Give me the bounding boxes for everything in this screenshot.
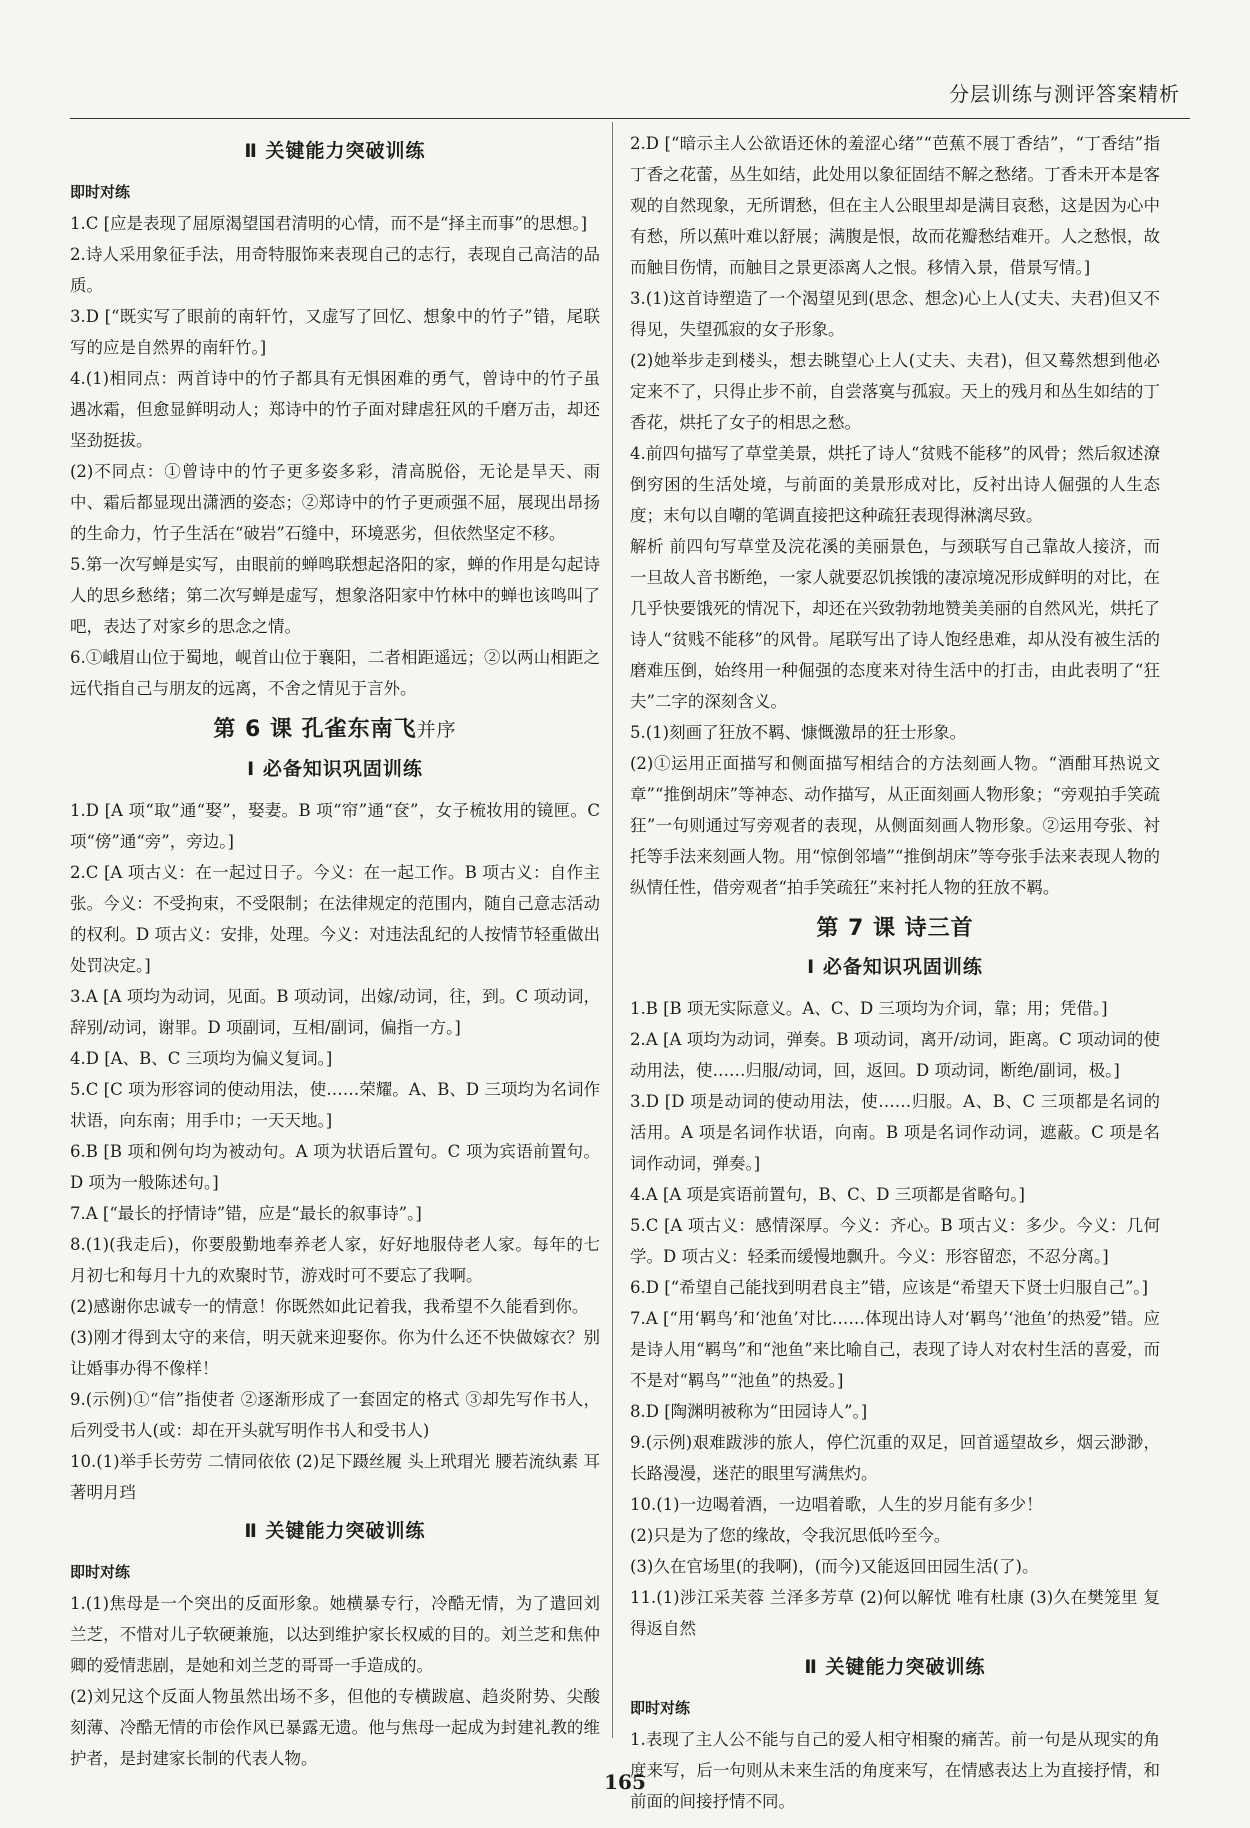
answer-item: (2)她举步走到楼头，想去眺望心上人(丈夫、夫君)，但又蓦然想到他必定来不了，只得止步不前，自尝落寞与孤寂。天上的残月和丛生如结的丁香花，烘托了女子的相思之愁。: [630, 351, 1160, 432]
lesson-title-text: 第 6 课 孔雀东南飞: [213, 717, 417, 742]
answer-item: (2)不同点：①曾诗中的竹子更多姿多彩，清高脱俗，无论是旱天、雨中、霜后都显现出潇洒的姿态；②郑诗中的竹子更顽强不屈，展现出昂扬的生命力，竹子生活在“破岩”石缝中，环境恶劣，但依然坚定不移。: [70, 462, 600, 543]
lesson-title: [70, 714, 600, 746]
column-divider: [612, 122, 613, 1738]
answer-item: 10.(1)举手长劳劳 二情同依依 (2)足下蹑丝履 头上玳瑁光 腰若流纨素 耳著明月珰: [70, 1452, 600, 1502]
answer-item: (3)久在官场里(的我啊)，(而今)又能返回田园生活(了)。: [630, 1557, 1039, 1576]
section-title: Ⅰ 必备知识巩固训练: [807, 956, 983, 978]
answer-item: 4.(1)相同点：两首诗中的竹子都具有无惧困难的勇气，曾诗中的竹子虽遇冰霜，但愈显鲜明动人；郑诗中的竹子面对肆虐狂风的千磨万击，却还坚劲挺拔。: [70, 369, 600, 450]
answer-list: [630, 128, 1160, 903]
answer-item: 6.B [B 项和例句均为被动句。A 项为状语后置句。C 项为宾语前置句。D 项为一般陈述句。]: [70, 1142, 600, 1192]
answer-item: 4.A [A 项是宾语前置句，B、C、D 三项都是省略句。]: [630, 1185, 1025, 1204]
running-head: 分层训练与测评答案精析: [949, 82, 1180, 106]
section-title: Ⅱ 关键能力突破训练: [244, 140, 426, 162]
answer-item: (2)只是为了您的缘故，令我沉思低吟至今。: [630, 1526, 951, 1545]
answer-item: 8.D [陶渊明被称为“田园诗人”。]: [630, 1402, 868, 1421]
answer-item: 6.①峨眉山位于蜀地，岘首山位于襄阳，二者相距遥远；②以两山相距之远代指自己与朋友的远离，不舍之情见于言外。: [70, 648, 600, 698]
answer-item: 5.(1)刻画了狂放不羁、慷慨激昂的狂士形象。: [630, 723, 967, 742]
answer-item: (3)刚才得到太守的来信，明天就来迎娶你。你为什么还不快做嫁衣？别让婚事办得不像样！: [70, 1328, 600, 1378]
lesson-title-suffix: 并序: [416, 719, 457, 741]
answer-item: 1.D [A 项“取”通“娶”，娶妻。B 项“帘”通“奁”，女子梳妆用的镜匣。C 项“傍”通“旁”，旁边。]: [70, 801, 600, 851]
lesson-title: 第 7 课 诗三首: [816, 916, 974, 941]
answer-item: 5.第一次写蝉是实写，由眼前的蝉鸣联想起洛阳的家，蝉的作用是勾起诗人的思乡愁绪；第二次写蝉是虚写，想象洛阳家中竹林中的蝉也该鸣叫了吧，表达了对家乡的思念之情。: [70, 555, 600, 636]
answer-item: 2.诗人采用象征手法，用奇特服饰来表现自己的志行，表现自己高洁的品质。: [70, 245, 600, 295]
answer-item: 1.表现了主人公不能与自己的爱人相守相聚的痛苦。前一句是从现实的角度来写，后一句则从未来生活的角度来写，在情感表达上为直接抒情，和前面的间接抒情不同。: [630, 1730, 1160, 1811]
answer-item: 5.C [A 项古义：感情深厚。今义：齐心。B 项古义：多少。今义：几何学。D 项古义：轻柔而缓慢地飘升。今义：形容留恋，不忍分离。]: [630, 1216, 1160, 1266]
subsection-label: 即时对练: [70, 183, 131, 201]
answer-item: 4.前四句描写了草堂美景，烘托了诗人“贫贱不能移”的风骨；然后叙述潦倒穷困的生活处境，与前面的美景形成对比，反衬出诗人倔强的人生态度；末句以自嘲的笔调直接把这种疏狂表现得淋漓尽致。: [630, 444, 1160, 525]
subsection-label: 即时对练: [70, 1563, 131, 1581]
answer-item: 1.(1)焦母是一个突出的反面形象。她横暴专行，冷酷无情，为了遣回刘兰芝，不惜对儿子软硬兼施，以达到维护家长权威的目的。刘兰芝和焦仲卿的爱情悲剧，是她和刘兰芝的哥哥一手造成的。: [70, 1594, 600, 1675]
answer-item: 10.(1)一边喝着酒，一边唱着歌，人生的岁月能有多少！: [630, 1495, 1043, 1514]
answer-item: 3.(1)这首诗塑造了一个渴望见到(思念、想念)心上人(丈夫、夫君)但又不得见，失望孤寂的女子形象。: [630, 289, 1160, 339]
answer-item: 4.D [A、B、C 三项均为偏义复词。]: [70, 1049, 333, 1068]
answer-item: 3.D [D 项是动词的使动用法，使……归服。A、B、C 三项都是名词的活用。A 项是名词作状语，向南。B 项是名词作动词，遮蔽。C 项是名词作动词，弹奏。]: [630, 1092, 1160, 1173]
answer-item: 11.(1)涉江采芙蓉 兰泽多芳草 (2)何以解忧 唯有杜康 (3)久在樊笼里 复得返自然: [630, 1588, 1160, 1638]
answer-item: 2.A [A 项均为动词，弹奏。B 项动词，离开/动词，距离。C 项动词的使动用法，使……归服/动词，回，返回。D 项动词，断绝/副词，极。]: [630, 1030, 1160, 1080]
subsection-label: 即时对练: [630, 1699, 691, 1717]
answer-list: [70, 208, 600, 704]
answer-item: 3.A [A 项均为动词，见面。B 项动词，出嫁/动词，往，到。C 项动词，辞别/动词，谢罪。D 项副词，互相/副词，偏指一方。]: [70, 987, 600, 1037]
right-column: [630, 128, 1160, 1817]
answer-item: 7.A [“用‘羁鸟’和‘池鱼’对比……体现出诗人对‘羁鸟’‘池鱼’的热爱”错。应是诗人用“羁鸟”和“池鱼”来比喻自己，表现了诗人对农村生活的喜爱，而不是对“羁鸟”“池鱼”的热爱。]: [630, 1309, 1160, 1390]
answer-item: 解析 前四句写草堂及浣花溪的美丽景色，与颈联写自己靠故人接济，而一旦故人音书断绝，一家人就要忍饥挨饿的凄凉境况形成鲜明的对比，在几乎快要饿死的情况下，却还在兴致勃勃地赞美美丽的自然风光，烘托了诗人“贫贱不能移”的风骨。尾联写出了诗人饱经患难，却从没有被生活的磨难压倒，始终用一种倔强的态度来对待生活中的打击，由此表明了“狂夫”二字的深刻含义。: [630, 537, 1160, 711]
answer-item: 2.C [A 项古义：在一起过日子。今义：在一起工作。B 项古义：自作主张。今义：不受拘束，不受限制；在法律规定的范围内，随自己意志活动的权利。D 项古义：安排，处理。今义：对违法乱纪的人按情节轻重做出处罚决定。]: [70, 863, 600, 975]
answer-list: [630, 993, 1160, 1644]
page-number: 165: [604, 1770, 646, 1794]
answer-item: 1.B [B 项无实际意义。A、C、D 三项均为介词，靠；用；凭借。]: [630, 999, 1108, 1018]
answer-item: 9.(示例)艰难跋涉的旅人，停伫沉重的双足，回首遥望故乡，烟云渺渺，长路漫漫，迷茫的眼里写满焦灼。: [630, 1433, 1160, 1483]
section-title: Ⅱ 关键能力突破训练: [804, 1656, 986, 1678]
left-column: [70, 128, 600, 1774]
answer-item: 8.(1)(我走后)，你要殷勤地奉养老人家，好好地服侍老人家。每年的七月初七和每月十九的欢聚时节，游戏时可不要忘了我啊。: [70, 1235, 600, 1285]
answer-list: [70, 795, 600, 1508]
answer-item: (2)刘兄这个反面人物虽然出场不多，但他的专横跋扈、趋炎附势、尖酸刻薄、冷酷无情的市侩作风已暴露无遗。他与焦母一起成为封建礼教的维护者，是封建家长制的代表人物。: [70, 1687, 600, 1768]
section-title: Ⅰ 必备知识巩固训练: [247, 758, 423, 780]
answer-item: 1.C [应是表现了屈原渴望国君清明的心情，而不是“择主而事”的思想。]: [70, 214, 588, 233]
answer-item: 7.A [“最长的抒情诗”错，应是“最长的叙事诗”。]: [70, 1204, 422, 1223]
answer-item: (2)①运用正面描写和侧面描写相结合的方法刻画人物。“酒酣耳热说文章”“推倒胡床”等神态、动作描写，从正面刻画人物形象；“旁观拍手笑疏狂”一句则通过写旁观者的表现，从侧面刻画人物形象。②运用夸张、衬托等手法来刻画人物。用“惊倒邻墙”“推倒胡床”等夸张手法来表现人物的纵情任性，借旁观者“拍手笑疏狂”来衬托人物的狂放不羁。: [630, 754, 1160, 897]
answer-item: (2)感谢你忠诚专一的情意！你既然如此记着我，我希望不久能看到你。: [70, 1297, 589, 1316]
answer-item: 2.D [“暗示主人公欲语还休的羞涩心绪”“芭蕉不展丁香结”，“丁香结”指丁香之花蕾，丛生如结，此处用以象征固结不解之愁绪。丁香未开本是客观的自然现象，无所谓愁，但在主人公眼里却是满目哀愁，这是因为心中有愁，所以蕉叶难以舒展；满腹是恨，故而花瓣愁结难开。人之愁恨，故而触目伤情，而触目之景更添离人之恨。移情入景，借景写情。]: [630, 134, 1160, 277]
answer-item: 5.C [C 项为形容词的使动用法，使……荣耀。A、B、D 三项均为名词作状语，向东南；用手巾；一天天地。]: [70, 1080, 600, 1130]
section-title: Ⅱ 关键能力突破训练: [244, 1520, 426, 1542]
answer-list: [70, 1588, 600, 1774]
answer-item: 6.D [“希望自己能找到明君良主”错，应该是“希望天下贤士归服自己”。]: [630, 1278, 1149, 1297]
answer-item: 3.D [“既实写了眼前的南轩竹，又虚写了回忆、想象中的竹子”错，尾联写的应是自然界的南轩竹。]: [70, 307, 600, 357]
header-rule: [70, 118, 1190, 119]
answer-item: 9.(示例)①“信”指使者 ②逐渐形成了一套固定的格式 ③却先写作书人，后列受书人(或：却在开头就写明作书人和受书人): [70, 1390, 600, 1440]
